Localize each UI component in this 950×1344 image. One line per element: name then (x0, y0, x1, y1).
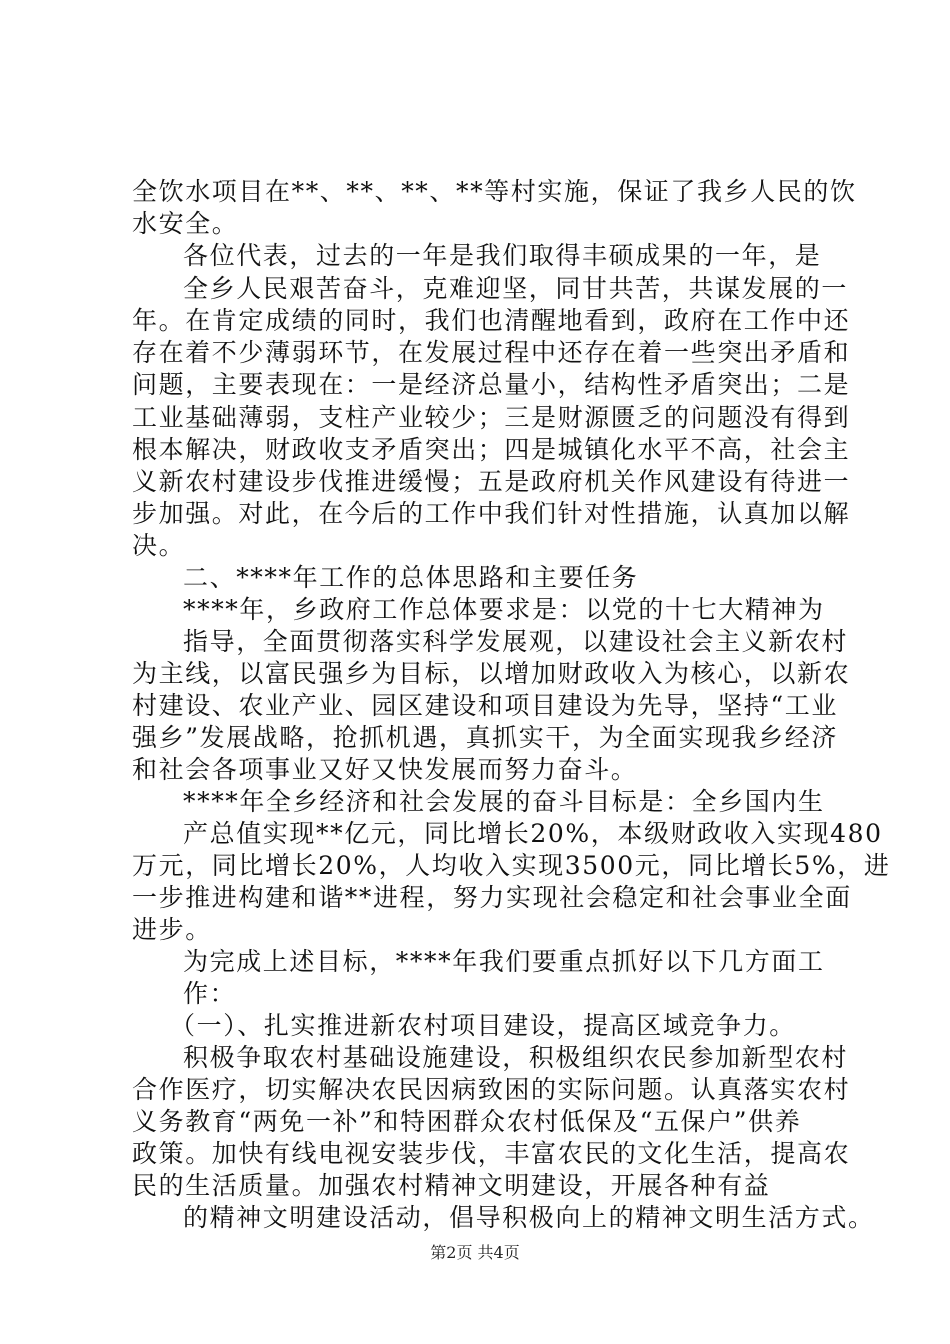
text-line: 根本解决，财政收支矛盾突出；四是城镇化水平不高，社会主 (132, 435, 851, 464)
text-line: 产总值实现**亿元，同比增长20%，本级财政收入实现480 (183, 819, 883, 848)
text-line: 村建设、农业产业、园区建设和项目建设为先导，坚持“工业 (132, 691, 838, 720)
text-line: ****年，乡政府工作总体要求是：以党的十七大精神为 (183, 595, 825, 624)
page-footer: 第2页 共4页 (430, 1243, 520, 1262)
text-line: 义新农村建设步伐推进缓慢；五是政府机关作风建设有待进一 (132, 467, 851, 496)
text-line: 民的生活质量。加强农村精神文明建设，开展各种有益 (132, 1171, 771, 1200)
text-line: 和社会各项事业又好又快发展而努力奋斗。 (132, 755, 638, 784)
text-line: 各位代表，过去的一年是我们取得丰硕成果的一年，是 (183, 241, 822, 270)
text-line: 万元，同比增长20%，人均收入实现3500元，同比增长5%，进 (132, 851, 891, 880)
text-line: 年。在肯定成绩的同时，我们也清醒地看到，政府在工作中还 (132, 306, 851, 335)
text-line: 问题，主要表现在：一是经济总量小，结构性矛盾突出；二是 (132, 370, 851, 399)
text-line: 作： (183, 979, 237, 1008)
text-line: 合作医疗，切实解决农民因病致困的实际问题。认真落实农村 (132, 1075, 851, 1104)
text-line: 为主线，以富民强乡为目标，以增加财政收入为核心，以新农 (132, 659, 851, 688)
text-line: 水安全。 (132, 209, 239, 238)
text-line: ****年全乡经济和社会发展的奋斗目标是：全乡国内生 (183, 787, 825, 816)
text-line: 义务教育“两免一补”和特困群众农村低保及“五保户”供养 (132, 1107, 802, 1136)
text-line: 指导，全面贯彻落实科学发展观，以建设社会主义新农村 (183, 627, 849, 656)
text-line: 积极争取农村基础设施建设，积极组织农民参加新型农村 (183, 1043, 849, 1072)
text-line: 进步。 (132, 915, 212, 944)
text-line: 为完成上述目标，****年我们要重点抓好以下几方面工 (183, 947, 825, 976)
text-line: 强乡”发展战略，抢抓机遇，真抓实干，为全面实现我乡经济 (132, 723, 838, 752)
text-line: 决。 (132, 531, 186, 560)
text-line: 政策。加快有线电视安装步伐，丰富农民的文化生活，提高农 (132, 1139, 851, 1168)
text-line: 存在着不少薄弱环节，在发展过程中还存在着一些突出矛盾和 (132, 338, 851, 367)
text-line: 的精神文明建设活动，倡导积极向上的精神文明生活方式。 (183, 1203, 875, 1232)
text-line: 步加强。对此，在今后的工作中我们针对性措施，认真加以解 (132, 499, 851, 528)
text-line: 全饮水项目在**、**、**、**等村实施，保证了我乡人民的饮 (132, 177, 857, 206)
text-line: 全乡人民艰苦奋斗，克难迎坚，同甘共苦，共谋发展的一 (183, 274, 849, 303)
text-line: 工业基础薄弱，支柱产业较少；三是财源匮乏的问题没有得到 (132, 403, 851, 432)
section-heading: （一）、扎实推进新农村项目建设，提高区域竞争力。 (170, 1011, 796, 1040)
text-line: 一步推进构建和谐**进程，努力实现社会稳定和社会事业全面 (132, 883, 852, 912)
section-heading: 二、****年工作的总体思路和主要任务 (183, 563, 639, 592)
